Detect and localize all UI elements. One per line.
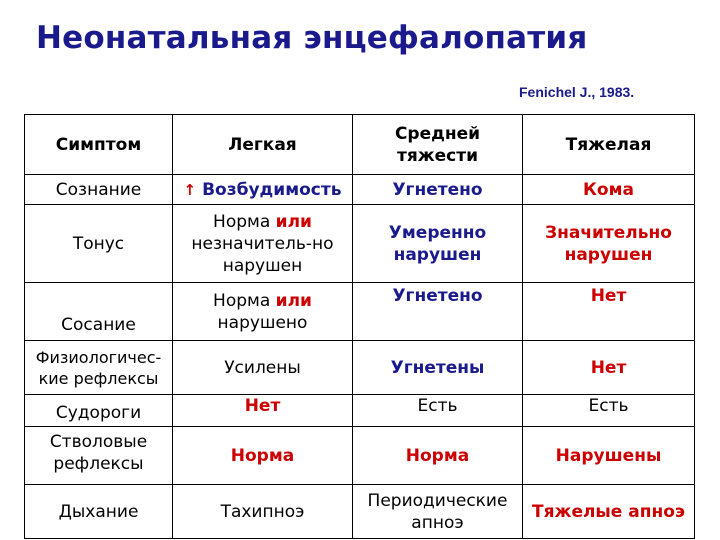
- cell-severe: Нет: [523, 341, 695, 395]
- cell-moderate: Есть: [353, 395, 523, 427]
- cell-mild-or: или: [275, 211, 312, 232]
- header-moderate: Средней тяжести: [353, 115, 523, 175]
- table-row: [25, 175, 695, 205]
- row-label: Судороги: [25, 395, 173, 427]
- table-row: [25, 283, 695, 341]
- cell-mild-text: Возбудимость: [202, 179, 342, 200]
- cell-severe: Значительно нарушен: [523, 205, 695, 283]
- citation: Fenichel J., 1983.: [519, 84, 635, 100]
- cell-mild-b: нарушено: [217, 312, 308, 333]
- row-label: Тонус: [25, 205, 173, 283]
- cell-mild: Нет: [173, 395, 353, 427]
- table-row: [25, 341, 695, 395]
- cell-severe: Нет: [523, 283, 695, 341]
- cell-severe: Есть: [523, 395, 695, 427]
- cell-mild: Усилены: [173, 341, 353, 395]
- cell-mild-or: или: [275, 290, 312, 311]
- cell-severe: Кома: [523, 175, 695, 205]
- cell-moderate: Периодические апноэ: [353, 485, 523, 539]
- cell-mild-a: Норма: [213, 290, 276, 311]
- cell-mild: [173, 175, 353, 205]
- row-label: Физиологичес-кие рефлексы: [25, 341, 173, 395]
- row-label: Стволовые рефлексы: [25, 427, 173, 485]
- row-label: Сосание: [25, 283, 173, 341]
- cell-moderate: Угнетено: [353, 283, 523, 341]
- header-symptom: Симптом: [25, 115, 173, 175]
- table-row: [25, 485, 695, 539]
- row-label: Сознание: [25, 175, 173, 205]
- cell-mild: Тахипноэ: [173, 485, 353, 539]
- cell-moderate: Умеренно нарушен: [353, 205, 523, 283]
- cell-moderate: Норма: [353, 427, 523, 485]
- page-title: Неонатальная энцефалопатия: [36, 20, 588, 56]
- row-label: Дыхание: [25, 485, 173, 539]
- arrow-up-icon: ↑: [183, 180, 197, 199]
- cell-mild: [173, 283, 353, 341]
- table-header-row: [25, 115, 695, 175]
- cell-mild: [173, 205, 353, 283]
- table-row: [25, 205, 695, 283]
- header-severe: Тяжелая: [523, 115, 695, 175]
- cell-moderate: Угнетены: [353, 341, 523, 395]
- cell-mild-b: незначитель-но нарушен: [191, 233, 334, 276]
- cell-severe: Тяжелые апноэ: [523, 485, 695, 539]
- cell-mild-a: Норма: [213, 211, 276, 232]
- cell-mild: Норма: [173, 427, 353, 485]
- cell-moderate: Угнетено: [353, 175, 523, 205]
- symptoms-table: [24, 114, 695, 539]
- cell-severe: Нарушены: [523, 427, 695, 485]
- table-row: [25, 427, 695, 485]
- header-mild: Легкая: [173, 115, 353, 175]
- table-row: [25, 395, 695, 427]
